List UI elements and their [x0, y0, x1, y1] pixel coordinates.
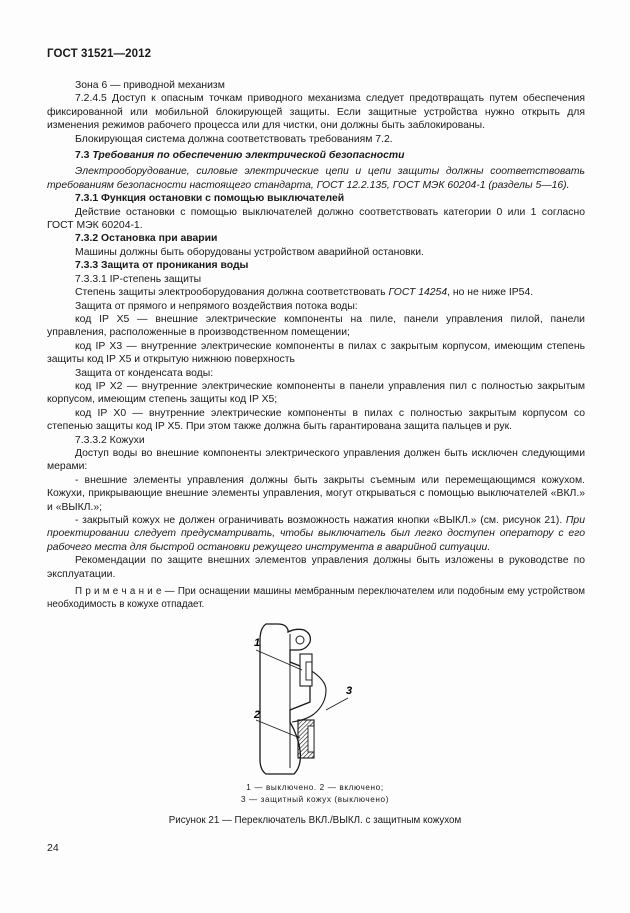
standard-header: ГОСТ 31521—2012 [47, 48, 152, 60]
paragraph: Машины должны быть оборудованы устройством аварийной остановки. [75, 246, 424, 258]
figure-21-switch-diagram [230, 610, 370, 780]
figure-legend-line-2: 3 — защитный кожух (выключено) [240, 795, 390, 804]
paragraph: Степень защиты электрооборудования должна соответствовать ГОСТ 14254, но не ниже IP54. [75, 287, 534, 299]
note: П р и м е ч а н и е — При оснащении машины мембранным переключателем или подобным ему устройством необходимость в кожухе отпадает. [47, 586, 585, 611]
paragraph: код IP X5 — внешние электрические компоненты на пиле, панели управления пилой, панели управления, расположенные в производственном помещении; [47, 313, 585, 339]
paragraph: 7.3 Требования по обеспечению электрической безопасности [75, 150, 405, 162]
paragraph: Рекомендации по защите внешних элементов управления должны быть изложены в руководстве по эксплуатации. [47, 555, 585, 580]
paragraph: Электрооборудование, силовые электрические цепи и цепи защиты должны соответствовать требованиям безопасности настоящего стандарта, ГОСТ 12.2.135, ГОСТ МЭК 60204-1 (разделы 5—16). [47, 166, 585, 191]
body-text [47, 79, 585, 612]
callout-2: 2 [254, 709, 261, 721]
figure-title: Рисунок 21 — Переключатель ВКЛ./ВЫКЛ. с защитным кожухом [168, 815, 462, 826]
paragraph: 7.3.1 Функция остановки с помощью выключателей [75, 193, 345, 205]
paragraph: Защита от прямого и непрямого воздействия потока воды: [75, 300, 358, 312]
paragraph: Доступ воды во внешние компоненты электрического управления должен быть исключен следующими мерами: [47, 447, 585, 473]
paragraph: Защита от конденсата воды: [75, 367, 214, 379]
paragraph: код IP X3 — внутренние электрические компоненты в пилах с закрытым корпусом, имеющим степень защиты код IP X5 и открытую нижнюю поверхность [47, 340, 585, 366]
paragraph: Действие остановки с помощью выключателей должно соответствовать категории 0 или 1 согласно ГОСТ МЭК 60204-1. [47, 206, 585, 232]
callout-3: 3 [346, 685, 353, 697]
paragraph: 7.3.3.2 Кожухи [75, 434, 145, 446]
paragraph: код IP X0 — внутренние электрические компоненты в пилах с полностью закрытым корпусом со степенью защиты код IP X5. При этом также должна быть гарантирована защита пальцев и рук. [47, 407, 585, 433]
paragraph: код IP X2 — внутренние электрические компоненты в панели управления пил с полностью закрытым корпусом, имеющим степень защиты код IP X5; [47, 380, 585, 406]
paragraph: 7.3.2 Остановка при аварии [75, 233, 218, 245]
paragraph: 7.3.3 Защита от проникания воды [75, 260, 249, 272]
paragraph: - закрытый кожух не должен ограничивать возможность нажатия кнопки «ВЫКЛ.» (см. рисунок 21). При проектировании следует предусматривать, чтобы выключатель был легко доступен оператору с его рабочего места для быстрой остановки режущего инструмента в аварийной ситуации. [47, 515, 585, 553]
paragraph: Блокирующая система должна соответствовать требованиям 7.2. [75, 133, 393, 145]
paragraph: - внешние элементы управления должны быть закрыты съемным или перемещающимся кожухом. Кожухи, прикрывающие внешние элементы управления, могут открываться с помощью выключателей «ВКЛ.» и «ВЫКЛ.»; [47, 474, 585, 513]
paragraph: 7.3.3.1 IP-степень защиты [75, 273, 202, 285]
paragraph: 7.2.4.5 Доступ к опасным точкам приводного механизма следует предотвращать путем обеспечения фиксированной или мобильной блокирующей защиты. Если защитные устройства нужно открыть для изменения режимов рабочего процесса или для чистки, они должны быть заблокированы. [47, 93, 585, 132]
figure-legend-line-1: 1 — выключено. 2 — включено; [246, 783, 384, 792]
page-number: 24 [47, 842, 59, 854]
callout-1: 1 [254, 637, 261, 649]
paragraph: Зона 6 — приводной механизм [75, 80, 225, 91]
